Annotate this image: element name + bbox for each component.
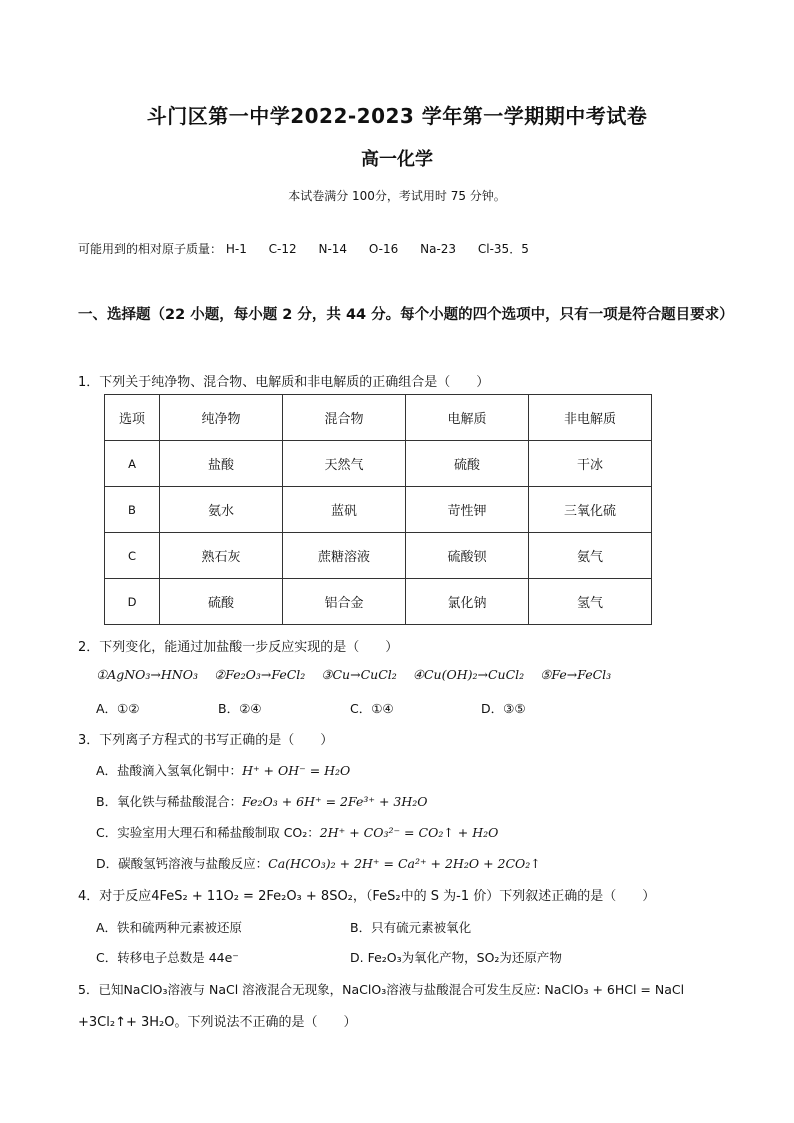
question-2-stem: 2．下列变化，能通过加盐酸一步反应实现的是（ ）: [78, 640, 399, 655]
question-2-option-a: A．①②: [96, 701, 140, 716]
table-cell: 硫酸: [406, 441, 529, 487]
exam-subject: 高一化学: [361, 149, 433, 170]
table-cell: 氢气: [529, 579, 652, 625]
option-text: C．实验室用大理石和稀盐酸制取 CO₂：: [96, 825, 320, 840]
table-cell: 熟石灰: [160, 533, 283, 579]
exam-note: 本试卷满分 100分，考试用时 75 分钟。: [288, 189, 506, 203]
table-header-cell: 选项: [105, 395, 160, 441]
question-3-option-d: [96, 854, 541, 872]
option-text: A．盐酸滴入氢氧化铜中：: [96, 763, 243, 778]
question-2-option-b: B．②④: [218, 701, 262, 716]
table-row: [105, 579, 652, 625]
question-2-option-c: C．①④: [350, 701, 394, 716]
table-row: [105, 441, 652, 487]
atomic-mass-item: H-1: [225, 242, 247, 256]
table-header-cell: 电解质: [406, 395, 529, 441]
table-cell: 盐酸: [160, 441, 283, 487]
equation: Ca(HCO₃)₂ + 2H⁺ = Ca²⁺ + 2H₂O + 2CO₂↑: [268, 856, 541, 871]
question-2-option-d: D．③⑤: [481, 701, 526, 716]
question-3-stem: 3．下列离子方程式的书写正确的是（ ）: [78, 733, 334, 748]
table-cell: 氨气: [529, 533, 652, 579]
question-4-option-b: B．只有硫元素被氧化: [350, 920, 472, 935]
question-4-option-c: C．转移电子总数是 44e⁻: [96, 950, 239, 965]
question-4-option-a: A．铁和硫两种元素被还原: [96, 920, 243, 935]
table-cell: 氨水: [160, 487, 283, 533]
equation: 2H⁺ + CO₃²⁻ = CO₂↑ + H₂O: [319, 825, 499, 840]
question-3-option-a: [96, 761, 350, 779]
equation: Fe₂O₃ + 6H⁺ = 2Fe³⁺ + 3H₂O: [242, 794, 428, 809]
reaction-item: ②Fe₂O₃→FeCl₂: [214, 667, 306, 682]
reaction-item: ④Cu(OH)₂→CuCl₂: [412, 667, 525, 682]
atomic-mass-item: O-16: [368, 242, 399, 256]
table-cell: 苛性钾: [406, 487, 529, 533]
table-cell: 蔗糖溶液: [283, 533, 406, 579]
question-3-option-c: [96, 823, 498, 841]
table-cell: C: [105, 533, 160, 579]
section-heading: 一、选择题（22 小题，每小题 2 分，共 44 分。每个小题的四个选项中，只有一项是符合题目要求）: [78, 307, 734, 323]
question-4-stem: 4．对于反应4FeS₂ + 11O₂ = 2Fe₂O₃ + 8SO₂，（FeS₂中的 S 为-1 价）下列叙述正确的是（ ）: [78, 889, 656, 904]
question-3-option-b: [96, 792, 428, 810]
atomic-mass-item: N-14: [318, 242, 348, 256]
table-cell: 三氧化硫: [529, 487, 652, 533]
table-cell: 蓝矾: [283, 487, 406, 533]
table-cell: D: [105, 579, 160, 625]
table-cell: 硫酸: [160, 579, 283, 625]
question-4-option-d: D. Fe₂O₃为氧化产物，SO₂为还原产物: [350, 950, 562, 965]
question-2-items: [96, 667, 611, 682]
reaction-item: ⑤Fe→FeCl₃: [540, 667, 612, 682]
atomic-masses-label: 可能用到的相对原子质量：: [78, 242, 223, 256]
atomic-mass-item: Cl-35．5: [477, 242, 529, 256]
reaction-item: ①AgNO₃→HNO₃: [96, 667, 199, 682]
equation: H⁺ + OH⁻ = H₂O: [242, 763, 351, 778]
question-1-stem: 1．下列关于纯净物、混合物、电解质和非电解质的正确组合是（ ）: [78, 375, 490, 390]
option-text: D．碳酸氢钙溶液与盐酸反应：: [96, 856, 269, 871]
table-cell: B: [105, 487, 160, 533]
reaction-item: ③Cu→CuCl₂: [321, 667, 397, 682]
atomic-masses: [78, 240, 547, 257]
table-cell: 氯化钠: [406, 579, 529, 625]
table-header-cell: 非电解质: [529, 395, 652, 441]
table-cell: 硫酸钡: [406, 533, 529, 579]
table-header-row: [105, 395, 652, 441]
table-header-cell: 纯净物: [160, 395, 283, 441]
question-1-table: [104, 394, 652, 625]
question-5-stem-line-2: +3Cl₂↑+ 3H₂O。下列说法不正确的是（ ）: [78, 1015, 357, 1030]
table-header-cell: 混合物: [283, 395, 406, 441]
table-row: [105, 533, 652, 579]
atomic-mass-item: C-12: [268, 242, 297, 256]
exam-title: 斗门区第一中学2022-2023 学年第一学期期中考试卷: [146, 104, 648, 128]
table-cell: 铝合金: [283, 579, 406, 625]
table-cell: 干冰: [529, 441, 652, 487]
option-text: B．氧化铁与稀盐酸混合：: [96, 794, 243, 809]
table-cell: A: [105, 441, 160, 487]
table-row: [105, 487, 652, 533]
question-5-stem-line-1: 5．已知NaClO₃溶液与 NaCl 溶液混合无现象，NaClO₃溶液与盐酸混合可发生反应: NaClO₃ + 6HCl = NaCl: [78, 982, 685, 997]
table-cell: 天然气: [283, 441, 406, 487]
atomic-mass-item: Na-23: [420, 242, 457, 256]
